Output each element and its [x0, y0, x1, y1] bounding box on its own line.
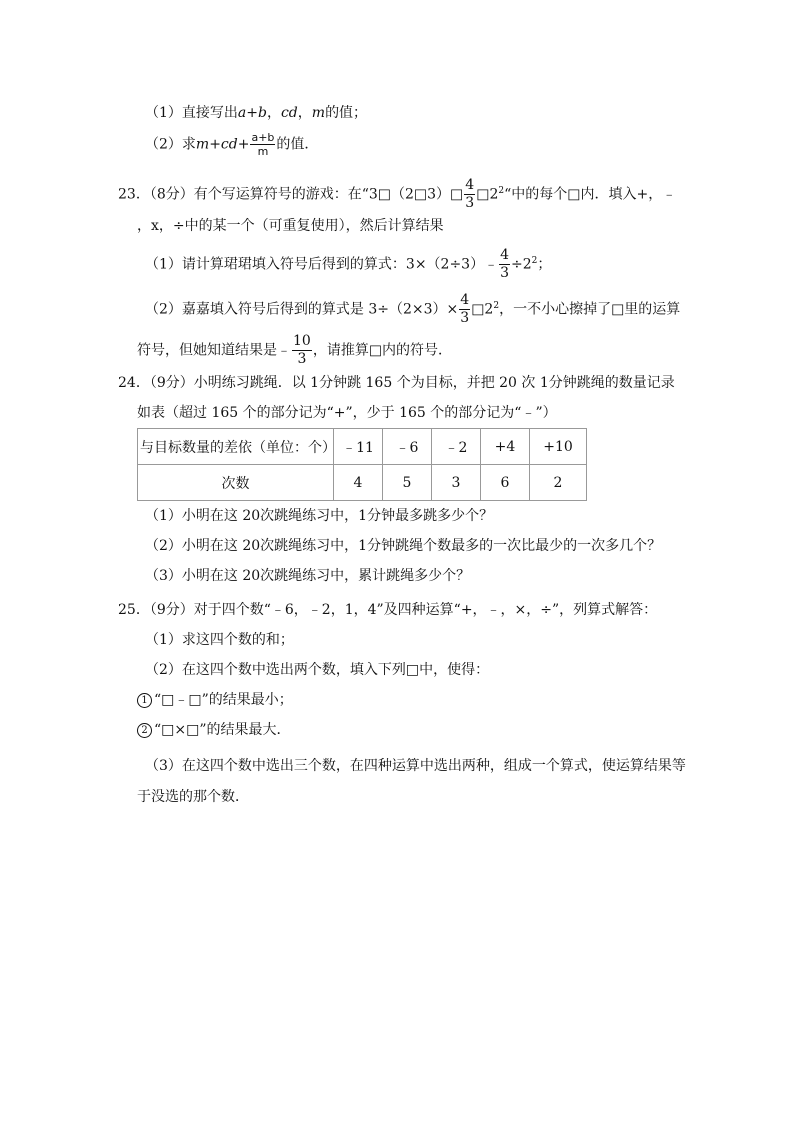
q22-part2-prefix: （2）求 — [145, 136, 196, 153]
q25-part3-continued: 于没选的那个数． — [137, 789, 249, 805]
table-cell: ﹣6 — [383, 429, 432, 465]
table-cell: 6 — [481, 465, 530, 501]
table-row — [138, 429, 587, 465]
q23-part1 — [145, 247, 551, 282]
var-m: m — [311, 105, 326, 121]
sep: ， — [266, 105, 281, 121]
q23-part2-continued — [137, 333, 452, 368]
q23-part3-text-a: 符号，但她知道结果是﹣ — [137, 342, 291, 359]
table-header-cell: 次数 — [138, 465, 334, 501]
fraction-numerator: 4 — [500, 247, 510, 263]
exponent: 2 — [498, 185, 505, 196]
var-cd: cd — [280, 105, 298, 121]
q22-part2-suffix: 的值． — [276, 136, 319, 153]
q24-part2: （2）小明在这 20次跳绳练习中，1分钟跳绳个数最多的一次比最少的一次多几个？ — [145, 538, 662, 554]
table-cell: 4 — [334, 465, 383, 501]
table-cell: +4 — [481, 429, 530, 465]
fraction-4-over-3 — [459, 292, 470, 327]
q24-line2: 如表（超过 165 个的部分记为“+”，少于 165 个的部分记为“﹣”） — [137, 405, 557, 421]
q25-line1: 25．（9分）对于四个数“﹣6，﹣2，1，4”及四种运算“+，﹣，×，÷”，列算式解答： — [118, 602, 658, 618]
fraction-denominator: m — [257, 145, 269, 158]
q25-part1: （1）求这四个数的和； — [145, 632, 294, 648]
fraction-denominator: 3 — [465, 195, 475, 211]
q24-part3: （3）小明在这 20次跳绳练习中，累计跳绳多少个？ — [145, 568, 471, 584]
q23-text-b: □2 — [476, 186, 499, 203]
fraction-10-over-3 — [292, 333, 312, 368]
table-cell: 5 — [383, 465, 432, 501]
q24-line1: 24．（9分）小明练习跳绳．以 1分钟跳 165 个为目标，并把 20 次 1分钟跳绳的数量记录 — [118, 375, 675, 391]
q23-text-c: “中的每个□内．填入+，﹣ — [504, 186, 677, 203]
q23-part1-text-a: （1）请计算珺珺填入符号后得到的算式：3×（2÷3）﹣ — [145, 256, 499, 273]
sep: ， — [297, 105, 312, 121]
q22-part1-prefix: （1）直接写出 — [145, 105, 238, 121]
exponent: 2 — [531, 255, 538, 266]
q23-text-a: 23．（8分）有个写运算符号的游戏：在“3□（2□3）□ — [118, 186, 464, 203]
fraction-numerator: 4 — [460, 292, 470, 308]
q23-part2-text-c: ，一不小心擦掉了□里的运算 — [499, 301, 681, 318]
q25-part3: （3）在这四个数中选出三个数，在四种运算中选出两种，组成一个算式，使运算结果等 — [145, 758, 686, 774]
q23-part1-text-c: ； — [537, 256, 552, 273]
var-a-plus-b: a+b — [237, 105, 267, 121]
q24-part1: （1）小明在这 20次跳绳练习中，1分钟最多跳多少个？ — [145, 508, 494, 524]
fraction-numerator: a+b — [251, 131, 275, 144]
fraction-a-plus-b-over-m — [250, 131, 275, 158]
q23-part2-text-a: （2）嘉嘉填入符号后得到的算式是 3÷（2×3）× — [145, 301, 459, 318]
q22-part1 — [145, 103, 367, 123]
q22-part1-suffix: 的值； — [325, 105, 368, 121]
table-cell: ﹣2 — [432, 429, 481, 465]
fraction-denominator: 3 — [297, 351, 307, 367]
table-cell: +10 — [530, 429, 587, 465]
table-cell: 2 — [530, 465, 587, 501]
fraction-numerator: 4 — [465, 177, 475, 193]
table-cell: ﹣11 — [334, 429, 383, 465]
q23-part2-text-b: □2 — [471, 301, 494, 318]
expr-m-cd: m+cd+ — [195, 136, 250, 153]
q25-condition1 — [137, 690, 293, 710]
q25-condition1-text: “□﹣□”的结果最小； — [154, 692, 293, 708]
q25-part2: （2）在这四个数中选出两个数，填入下列□中，使得： — [145, 662, 490, 678]
q23-part2 — [145, 292, 680, 327]
circled-number-1: 1 — [137, 693, 152, 708]
q25-condition2 — [137, 720, 291, 740]
table-row — [138, 465, 587, 501]
table-header-cell: 与目标数量的差依（单位：个） — [138, 429, 334, 465]
fraction-numerator: 10 — [293, 333, 311, 349]
fraction-4-over-3 — [464, 177, 475, 212]
q22-part2 — [145, 131, 318, 158]
fraction-denominator: 3 — [460, 310, 470, 326]
q23-line1 — [118, 177, 676, 212]
fraction-denominator: 3 — [500, 265, 510, 281]
q23-part1-text-b: ÷2 — [511, 256, 532, 273]
exponent: 2 — [493, 300, 500, 311]
q25-condition2-text: “□×□”的结果最大． — [154, 722, 291, 738]
q23-line2: ，x，÷中的某一个（可重复使用），然后计算结果 — [137, 218, 444, 234]
jump-rope-table — [137, 428, 587, 501]
table-cell: 3 — [432, 465, 481, 501]
circled-number-2: 2 — [137, 723, 152, 738]
fraction-4-over-3 — [499, 247, 510, 282]
q23-part3-text-b: ，请推算□内的符号． — [312, 342, 453, 359]
